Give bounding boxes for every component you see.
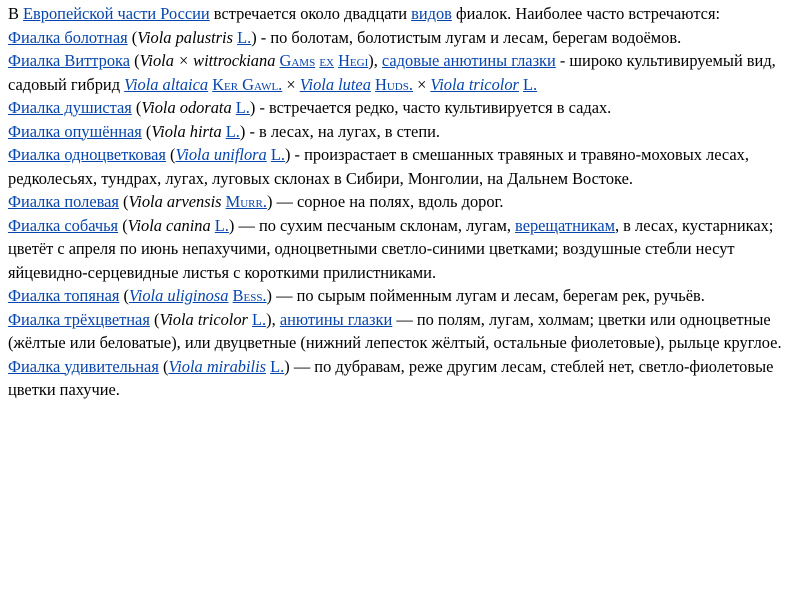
latin-name: Viola × wittrockiana: [139, 51, 276, 70]
intro-text: фиалок. Наиболее часто встречаются:: [451, 4, 721, 23]
entry-text: (: [130, 51, 140, 70]
entry-viola-odorata: [8, 96, 792, 120]
link-viola-uliginosa[interactable]: Фиалка топяная: [8, 286, 120, 305]
entry-text: (: [119, 286, 130, 305]
link-viola-wittrockiana[interactable]: Фиалка Виттрока: [8, 51, 131, 70]
link-latin-uniflora[interactable]: [176, 145, 267, 164]
entry-viola-uliginosa: [8, 284, 792, 308]
latin-name: Viola uliginosa: [129, 286, 229, 305]
entry-text: ),: [266, 309, 280, 329]
latin-name: Viola palustris: [137, 27, 233, 47]
entry-text: (: [165, 145, 176, 164]
latin-name: Viola arvensis: [128, 192, 222, 211]
latin-name: Viola tricolor: [430, 74, 519, 94]
author-link[interactable]: L.: [252, 309, 267, 329]
link-pansies[interactable]: анютины глазки: [279, 309, 393, 329]
entry-viola-mirabilis: [8, 355, 792, 402]
entry-text: ) - произрастает в смешанных травяных и травяно-моховых лесах, редколесьях, тундрах, лугах, луговых склонах в Сибири, Монголии, на Дальнем Востоке.: [8, 145, 749, 188]
latin-name: Viola hirta: [151, 121, 222, 141]
author-link-huds[interactable]: Huds.: [375, 74, 413, 94]
entry-text: ) - в лесах, на лугах, в степи.: [239, 121, 440, 141]
link-viola-altaica[interactable]: [124, 75, 208, 94]
latin-name: Viola altaica: [124, 74, 209, 94]
author-link[interactable]: L.: [214, 215, 229, 235]
link-viola-uniflora[interactable]: Фиалка одноцветковая: [8, 145, 166, 164]
entry-text: ) — сорное на полях, вдоль дорог.: [266, 192, 504, 211]
author-link[interactable]: L.: [225, 121, 240, 141]
link-latin-uliginosa[interactable]: [129, 286, 228, 305]
author-link[interactable]: L.: [237, 27, 252, 47]
entry-text: ) - встречается редко, часто культивируется в садах.: [249, 98, 612, 117]
entry-text: — по полям, лугам, холмам; цветки или одноцветные (жёлтые или беловатые), или двуцветные (нижний лепесток жёлтый, остальные фиолетовые), рыльце круглое.: [8, 309, 782, 352]
author-link[interactable]: L.: [270, 356, 285, 376]
entry-text: (: [149, 309, 160, 329]
author-link-hegi[interactable]: Hegi: [338, 51, 369, 70]
entry-text: ) - по болотам, болотистым лугам и лесам, берегам водоёмов.: [251, 27, 682, 47]
author-link-l[interactable]: L.: [523, 74, 538, 94]
author-link[interactable]: L.: [235, 98, 250, 117]
intro-text: встречается около двадцати: [209, 4, 412, 23]
entry-text: (: [158, 356, 169, 376]
intro-text: В: [8, 4, 24, 23]
link-viola-arvensis[interactable]: Фиалка полевая: [8, 192, 119, 211]
intro-paragraph: [8, 2, 792, 26]
link-viola-odorata[interactable]: Фиалка душистая: [8, 98, 132, 117]
link-viola-palustris[interactable]: Фиалка болотная: [8, 27, 128, 47]
latin-name: Viola mirabilis: [168, 356, 267, 376]
latin-name: Viola lutea: [299, 74, 371, 94]
entry-text: ) — по сухим песчаным склонам, лугам,: [228, 215, 516, 235]
entry-text: ×: [282, 74, 300, 94]
entry-viola-arvensis: [8, 190, 792, 214]
link-garden-pansies[interactable]: садовые анютины глазки: [381, 51, 556, 70]
entry-text: - широко культивируемый вид, садовый гибрид: [8, 51, 776, 94]
link-latin-mirabilis[interactable]: [168, 357, 266, 376]
link-viola-mirabilis[interactable]: Фиалка удивительная: [8, 356, 159, 376]
entry-text: ) — по дубравам, реже другим лесам, стеблей нет, светло-фиолетовые цветки пахучие.: [8, 356, 774, 399]
latin-name: Viola odorata: [141, 98, 232, 117]
entry-viola-canina: [8, 214, 792, 285]
author-link-ex[interactable]: ex: [319, 51, 334, 70]
author-link-ker-gawl[interactable]: Ker Gawl.: [212, 74, 283, 94]
author-link-gams[interactable]: Gams: [279, 51, 316, 70]
entry-text: (: [131, 98, 142, 117]
entry-viola-hirta: [8, 120, 792, 144]
entry-viola-palustris: [8, 26, 792, 50]
latin-name: Viola uniflora: [175, 145, 267, 164]
link-viola-lutea[interactable]: [300, 75, 371, 94]
entry-viola-wittrockiana: [8, 49, 792, 96]
entry-text: (: [141, 121, 152, 141]
link-european-russia[interactable]: Европейской части России: [23, 4, 210, 23]
link-viola-tricolor[interactable]: [430, 75, 518, 94]
entry-text: (: [118, 215, 128, 235]
latin-name: Viola canina: [127, 215, 211, 235]
link-viola-canina[interactable]: Фиалка собачья: [8, 215, 119, 235]
entry-text: ),: [368, 51, 382, 70]
link-viola-tricolor-ru[interactable]: Фиалка трёхцветная: [8, 309, 150, 329]
link-heathlands[interactable]: верещатникам: [515, 215, 615, 235]
author-link[interactable]: Bess.: [232, 286, 267, 305]
link-species[interactable]: видов: [411, 4, 452, 23]
author-link[interactable]: Murr.: [225, 192, 267, 211]
link-viola-hirta[interactable]: Фиалка опушённая: [8, 121, 142, 141]
author-link[interactable]: L.: [270, 145, 285, 164]
entry-text: ×: [412, 74, 431, 94]
entry-text: ) — по сырым пойменным лугам и лесам, берегам рек, ручьёв.: [266, 286, 705, 305]
entry-text: , в лесах, кустарниках; цветёт с апреля по июнь непахучими, одноцветными светло-синими цветками; воздушные стебли несут яйцевидно-серцевидные листья с короткими прилистниками.: [8, 215, 774, 282]
latin-name: Viola tricolor: [159, 309, 248, 329]
entry-viola-tricolor: [8, 308, 792, 355]
entry-text: (: [127, 27, 138, 47]
entry-viola-uniflora: [8, 143, 792, 190]
entry-text: (: [118, 192, 129, 211]
